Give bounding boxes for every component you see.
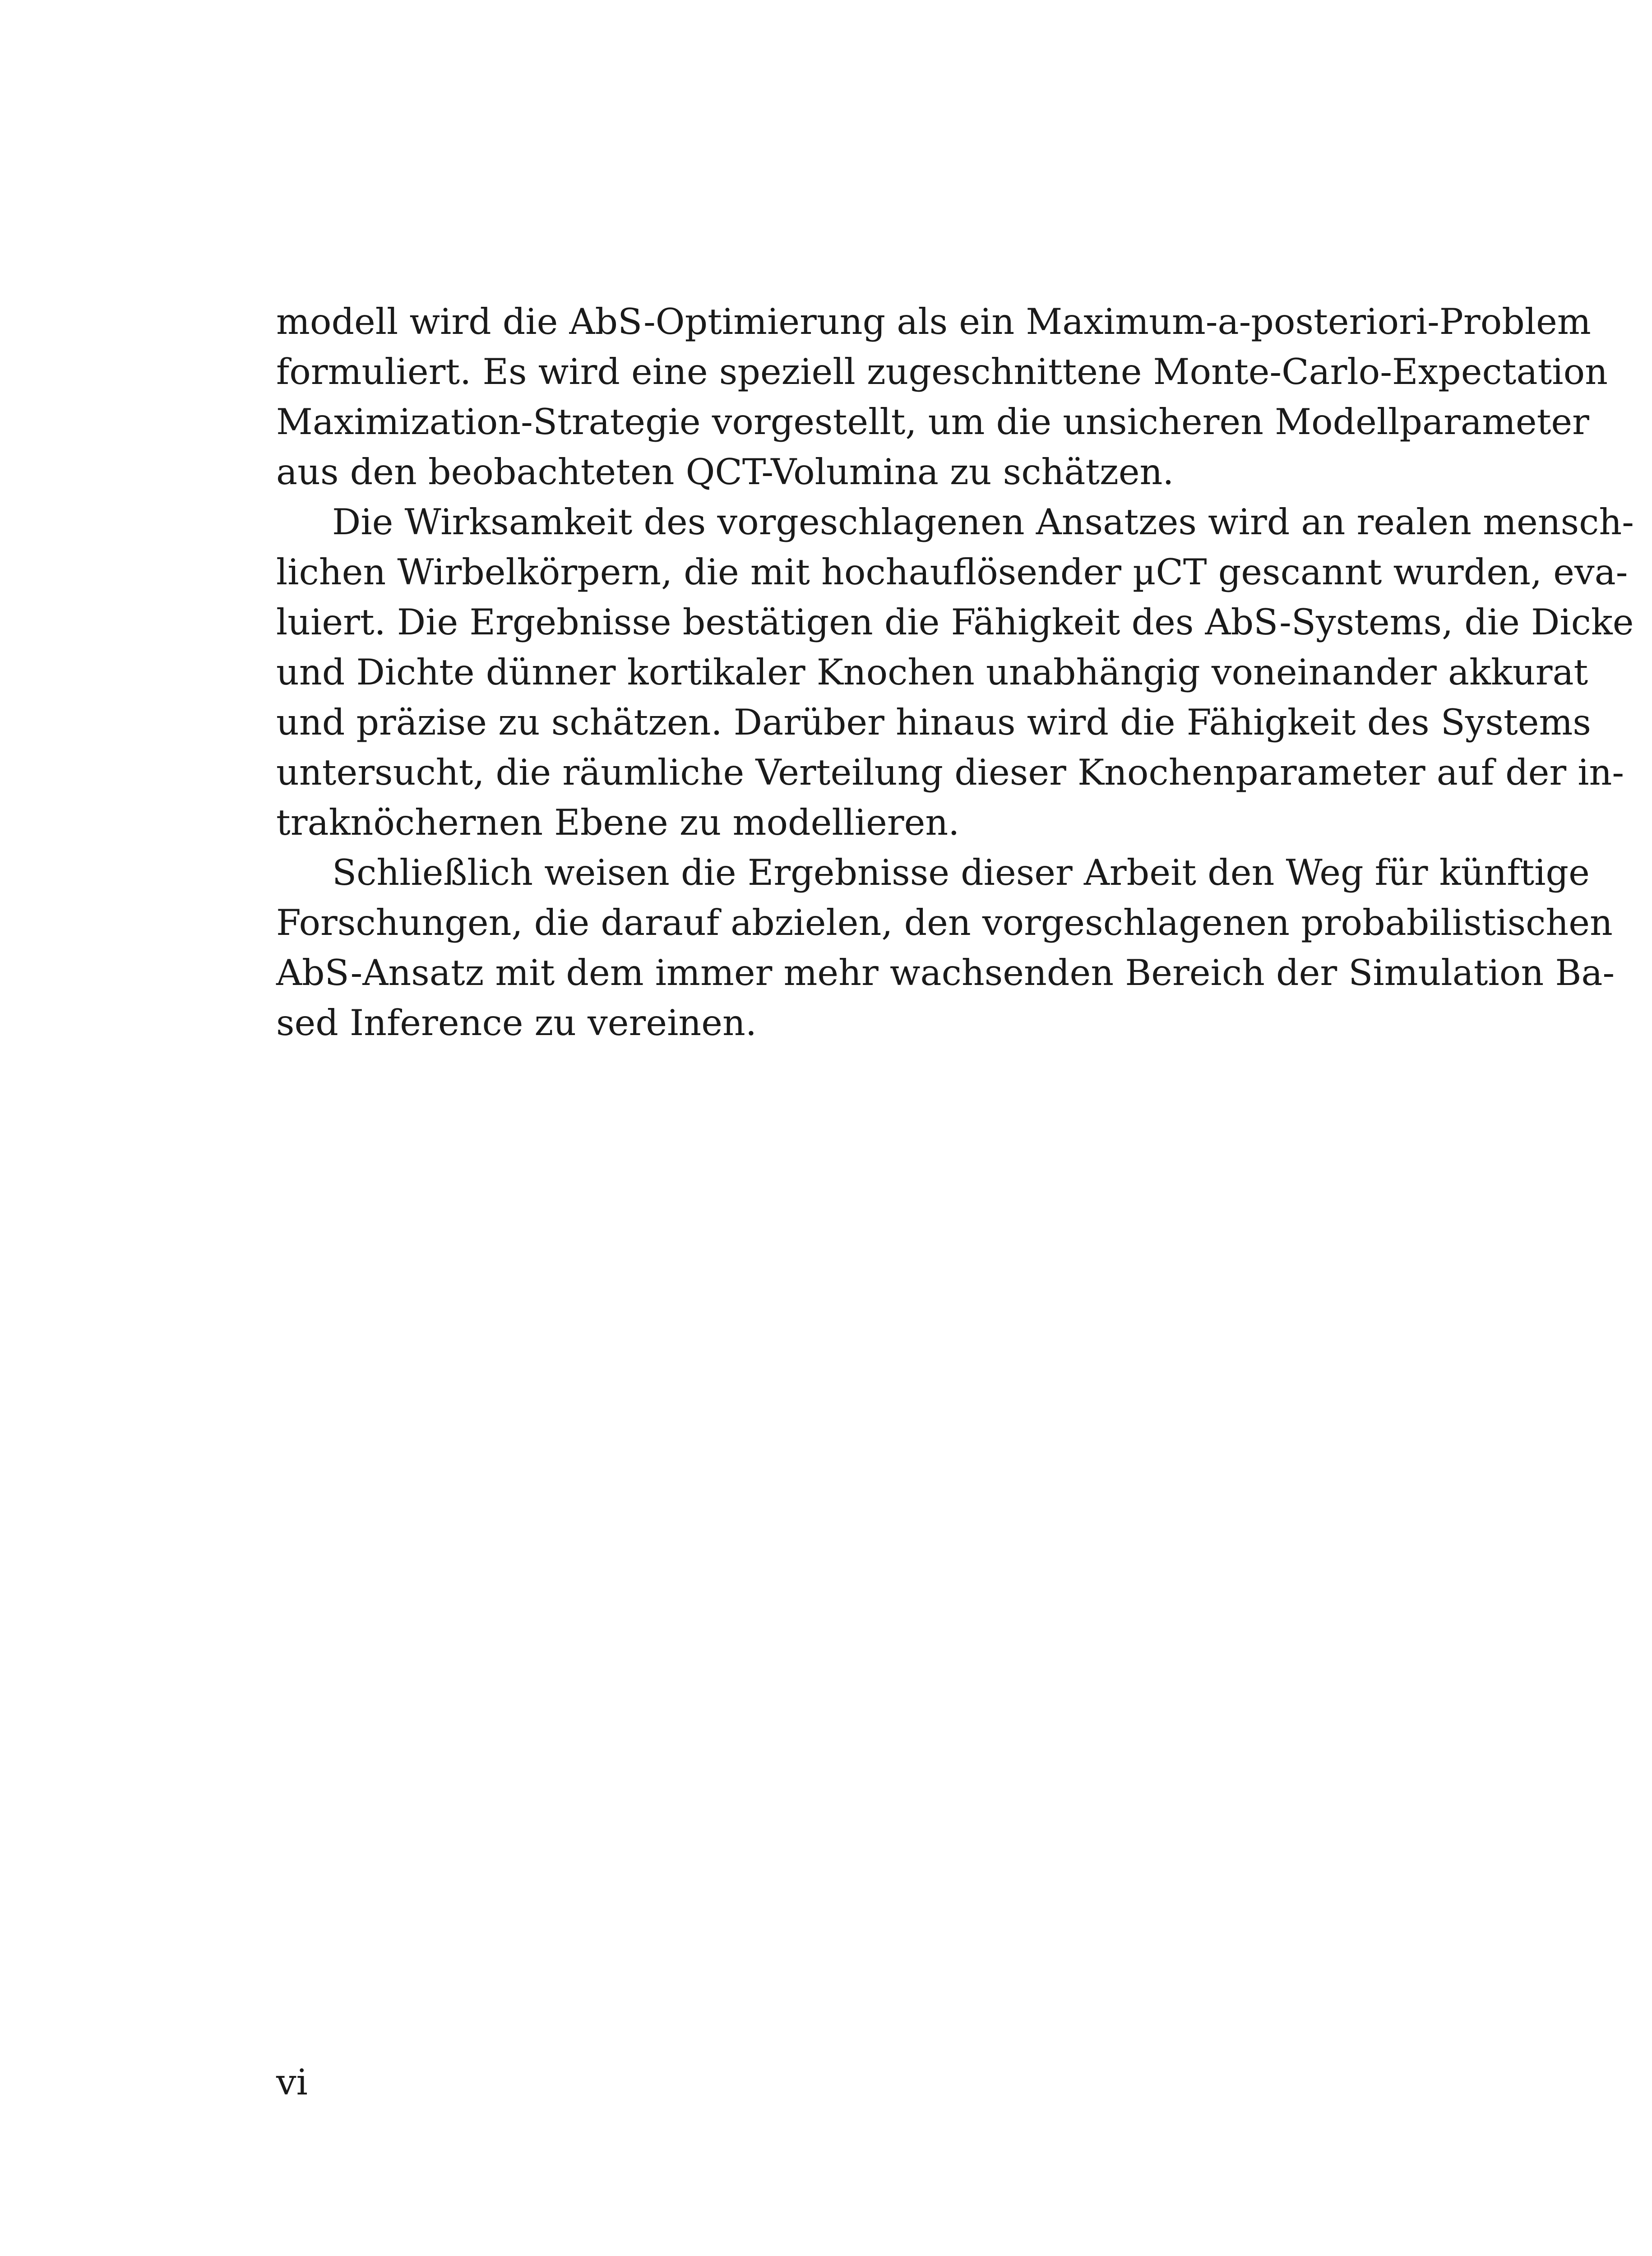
- paragraph-1: [276, 297, 1608, 497]
- text-line: formuliert. Es wird eine speziell zugeschnittene Monte-Carlo-Expectation: [276, 351, 1608, 393]
- body-text: [276, 297, 1634, 1048]
- text-line: Die Wirksamkeit des vorgeschlagenen Ansatzes wird an realen mensch-: [332, 501, 1634, 543]
- text-line: Forschungen, die darauf abzielen, den vorgeschlagenen probabilistischen: [276, 902, 1613, 943]
- text-line: modell wird die AbS-Optimierung als ein Maximum-a-posteriori-Problem: [276, 301, 1591, 342]
- paragraph-2: [276, 497, 1634, 848]
- text-line: Schließlich weisen die Ergebnisse dieser Arbeit den Weg für künftige: [332, 852, 1590, 893]
- text-line: lichen Wirbelkörpern, die mit hochauflösender µCT gescannt wurden, eva-: [276, 551, 1628, 593]
- paragraph-3: [276, 848, 1615, 1048]
- text-line: untersucht, die räumliche Verteilung dieser Knochenparameter auf der in-: [276, 752, 1624, 793]
- text-line: Maximization-Strategie vorgestellt, um die unsicheren Modellparameter: [276, 401, 1589, 443]
- text-line: traknöchernen Ebene zu modellieren.: [276, 802, 960, 843]
- text-line: und Dichte dünner kortikaler Knochen unabhängig voneinander akkurat: [276, 652, 1588, 693]
- page-number: vi: [276, 2062, 308, 2103]
- text-line: sed Inference zu vereinen.: [276, 1002, 757, 1044]
- text-line: AbS-Ansatz mit dem immer mehr wachsenden Bereich der Simulation Ba-: [276, 952, 1615, 994]
- text-line: aus den beobachteten QCT-Volumina zu schätzen.: [276, 451, 1174, 493]
- text-line: und präzise zu schätzen. Darüber hinaus wird die Fähigkeit des Systems: [276, 702, 1591, 743]
- text-line: luiert. Die Ergebnisse bestätigen die Fähigkeit des AbS-Systems, die Dicke: [276, 601, 1634, 643]
